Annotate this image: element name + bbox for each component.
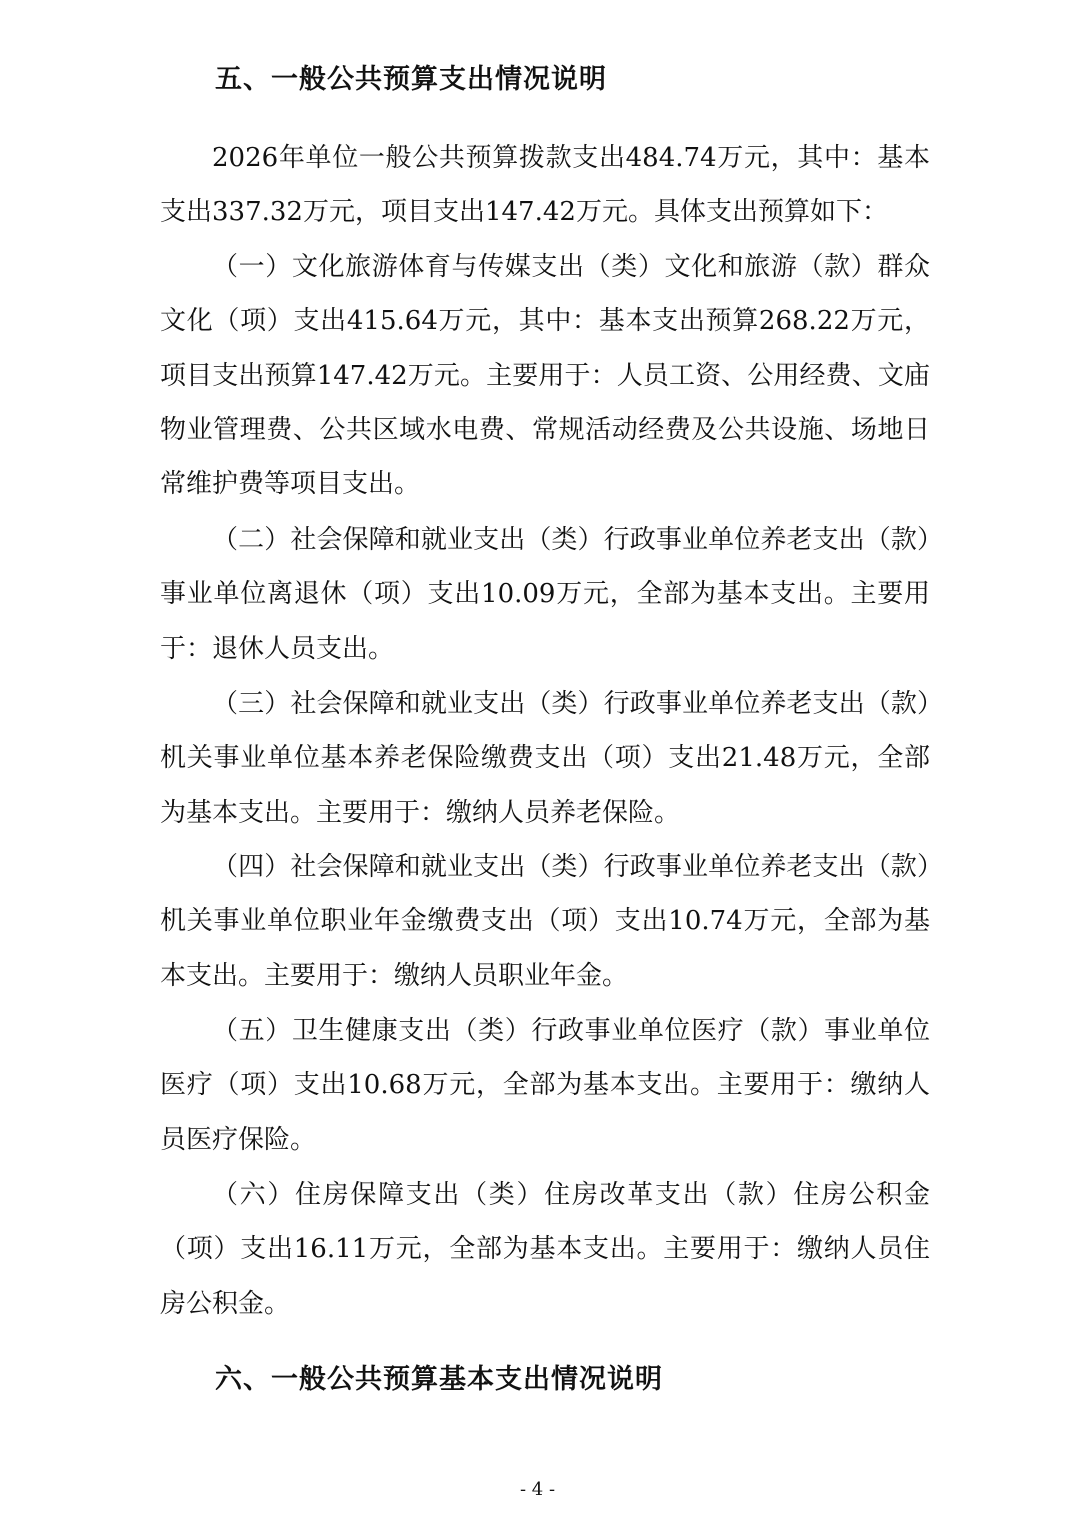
paragraph-text: （四）社会保障和就业支出（类）行政事业单位养老支出（款）机关事业单位职业年金缴费支出（项）支出10.74万元，全部为基本支出。主要用于：缴纳人员职业年金。 xyxy=(160,852,930,991)
paragraph-text: （二）社会保障和就业支出（类）行政事业单位养老支出（款）事业单位离退休（项）支出10.09万元，全部为基本支出。主要用于：退休人员支出。 xyxy=(160,525,930,664)
page-number: - 4 - xyxy=(519,1479,556,1500)
paragraph-item-three xyxy=(160,677,930,840)
section-six-heading: 六、一般公共预算基本支出情况说明 xyxy=(215,1364,663,1395)
section-five-heading: 五、一般公共预算支出情况说明 xyxy=(215,64,607,95)
paragraph-text: （五）卫生健康支出（类）行政事业单位医疗（款）事业单位医疗（项）支出10.68万元，全部为基本支出。主要用于：缴纳人员医疗保险。 xyxy=(160,1016,930,1155)
paragraph-item-four xyxy=(160,840,930,1003)
paragraph-item-two xyxy=(160,513,930,676)
paragraph-item-one xyxy=(160,240,930,511)
paragraph-text: 2026年单位一般公共预算拨款支出484.74万元，其中：基本支出337.32万元，项目支出147.42万元。具体支出预算如下： xyxy=(160,143,930,228)
paragraph-text: （一）文化旅游体育与传媒支出（类）文化和旅游（款）群众文化（项）支出415.64万元，其中：基本支出预算268.22万元，项目支出预算147.42万元。主要用于：人员工资、公用经费、文庙物业管理费、公共区域水电费、常规活动经费及公共设施、场地日常维护费等项目支出。 xyxy=(160,252,930,500)
paragraph-summary xyxy=(160,131,930,240)
paragraph-item-six xyxy=(160,1168,930,1331)
paragraph-text: （六）住房保障支出（类）住房改革支出（款）住房公积金（项）支出16.11万元，全部为基本支出。主要用于：缴纳人员住房公积金。 xyxy=(160,1180,930,1319)
paragraph-item-five xyxy=(160,1004,930,1167)
paragraph-text: （三）社会保障和就业支出（类）行政事业单位养老支出（款）机关事业单位基本养老保险缴费支出（项）支出21.48万元，全部为基本支出。主要用于：缴纳人员养老保险。 xyxy=(160,689,930,828)
